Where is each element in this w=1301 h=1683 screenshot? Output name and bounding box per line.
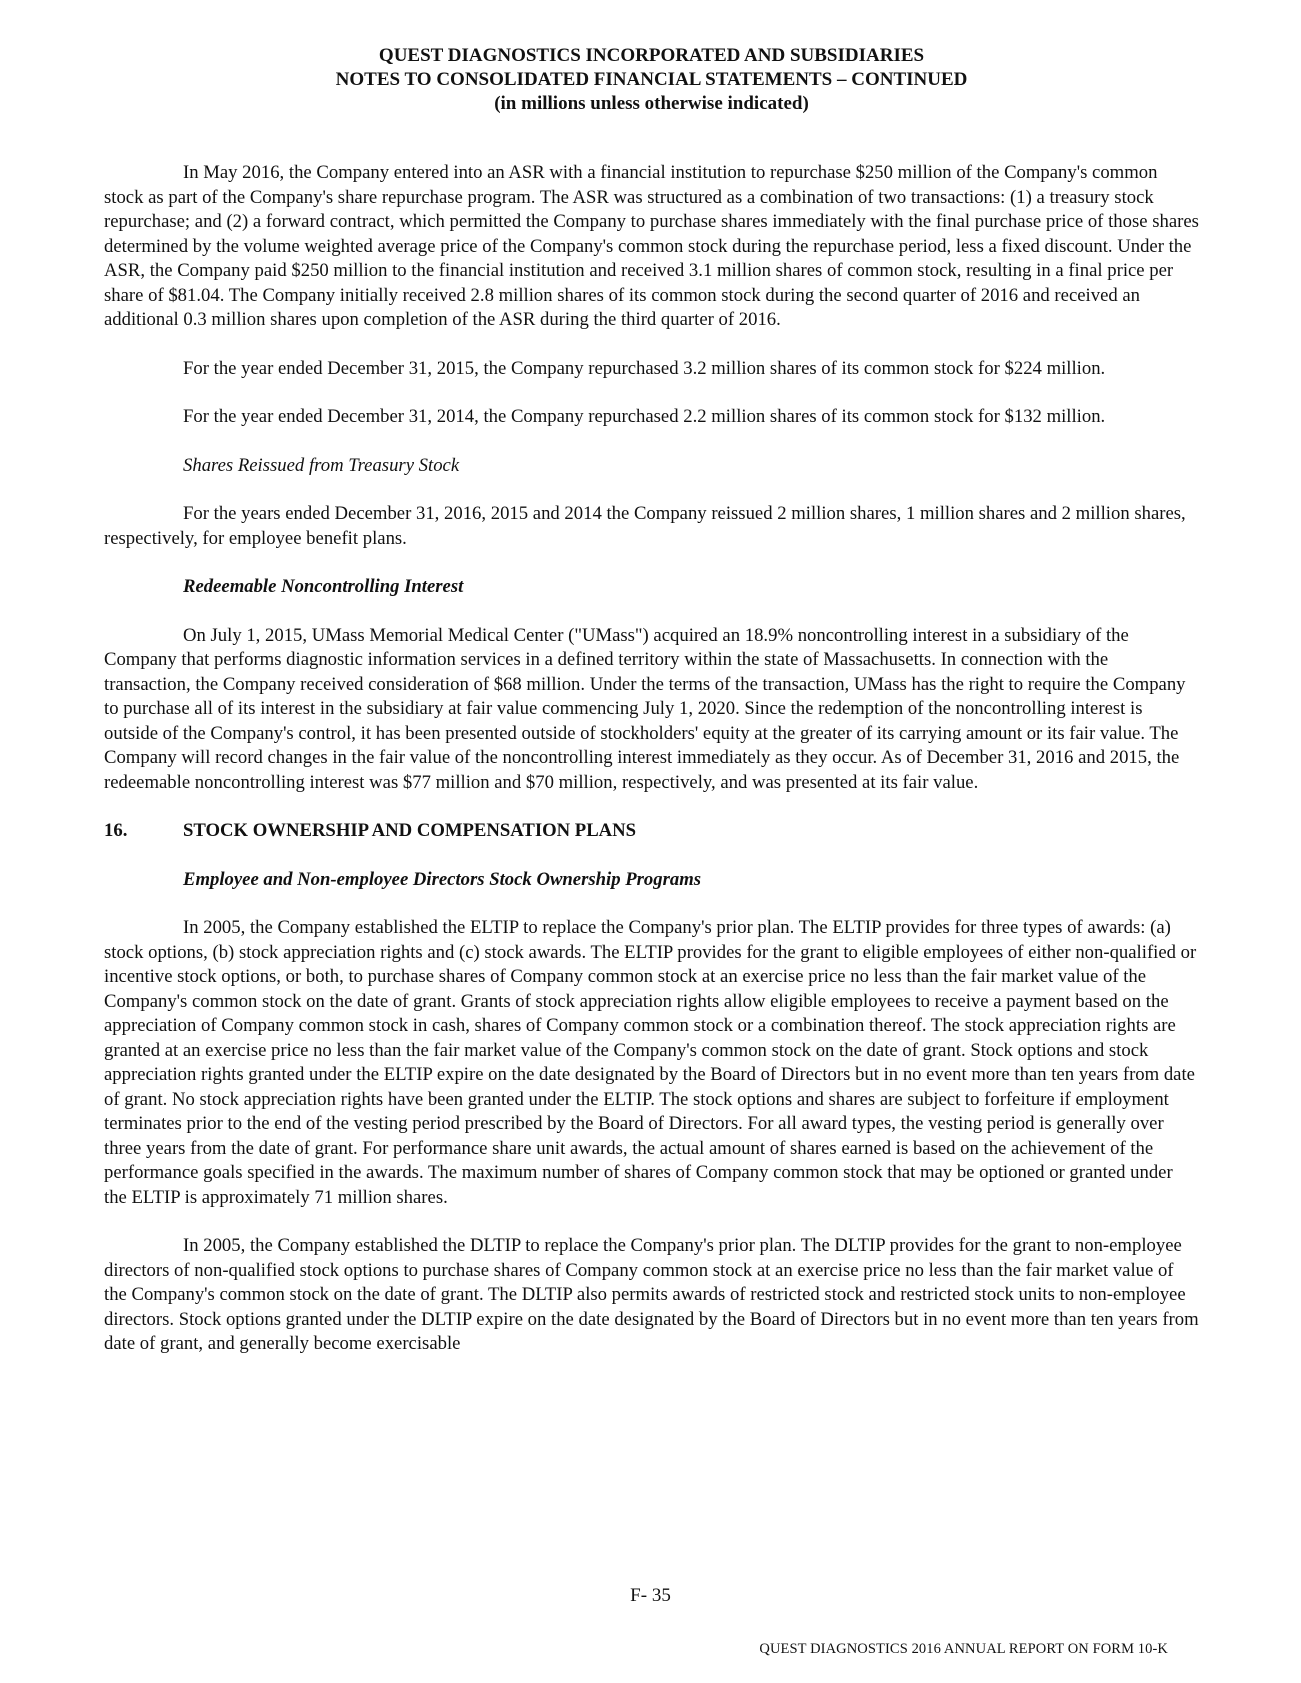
paragraph-redeemable: On July 1, 2015, UMass Memorial Medical Center ("UMass") acquired an 18.9% noncontrolling interest in a subsidiary of the Company that performs diagnostic information services in a defined territory within the state of Massachusetts. In connection with the transaction, the Company received consideration of $68 million. Under the terms of the transaction, UMass has the right to require the Company to purchase all of its interest in the subsidiary at fair value commencing July 1, 2020. Since the redemption of the noncontrolling interest is outside of the Company's control, it has been presented outside of stockholders' equity at the greater of its carrying amount or its fair value. The Company will record changes in the fair value of the noncontrolling interest immediately as they occur. As of December 31, 2016 and 2015, the redeemable noncontrolling interest was $77 million and $70 million, respectively, and was presented at its fair value. (104, 624, 1186, 793)
paragraph-asr: In May 2016, the Company entered into an ASR with a financial institution to repurchase $250 million of the Company's common stock as part of the Company's share repurchase program. The ASR was structured as a combination of two transactions: (1) a treasury stock repurchase; and (2) a forward contract, which permitted the Company to purchase shares immediately with the final purchase price of those shares determined by the volume weighted average price of the Company's common stock during the repurchase period, less a fixed discount. Under the ASR, the Company paid $250 million to the financial institution and received 3.1 million shares of common stock, resulting in a final price per share of $81.04. The Company initially received 2.8 million shares of its common stock during the second quarter of 2016 and received an additional 0.3 million shares upon completion of the ASR during the third quarter of 2016. (104, 162, 1199, 330)
header-units: (in millions unless otherwise indicated) (494, 93, 809, 114)
heading-redeemable-interest: Redeemable Noncontrolling Interest (183, 576, 464, 597)
paragraph-dltip: In 2005, the Company established the DLTIP to replace the Company's prior plan. The DLTIP provides for the grant to non-employee directors of non-qualified stock options to purchase shares of Company common stock at an exercise price no less than the fair market value of the Company's common stock on the date of grant. The DLTIP also permits awards of restricted stock and restricted stock units to non-employee directors. Stock options granted under the DLTIP expire on the date designated by the Board of Directors but in no event more than ten years from date of grant, and generally become exercisable (104, 1235, 1199, 1354)
section-title: STOCK OWNERSHIP AND COMPENSATION PLANS (183, 820, 637, 841)
header-company: QUEST DIAGNOSTICS INCORPORATED AND SUBSIDIARIES (378, 45, 925, 66)
document-page (104, 44, 1199, 1357)
report-title: QUEST DIAGNOSTICS 2016 ANNUAL REPORT ON FORM 10-K (759, 1641, 1168, 1657)
page-number: F- 35 (630, 1585, 671, 1606)
section-number: 16. (104, 820, 128, 841)
page-header (104, 44, 1199, 116)
section-heading (104, 819, 1199, 844)
paragraph-reissued: For the years ended December 31, 2016, 2015 and 2014 the Company reissued 2 million shares, 1 million shares and 2 million shares, respectively, for employee benefit plans. (104, 503, 1186, 549)
heading-shares-reissued: Shares Reissued from Treasury Stock (183, 454, 460, 476)
header-notes-title: NOTES TO CONSOLIDATED FINANCIAL STATEMENTS – CONTINUED (335, 69, 968, 90)
heading-stock-programs: Employee and Non-employee Directors Stock Ownership Programs (183, 868, 702, 890)
paragraph-eltip: In 2005, the Company established the ELTIP to replace the Company's prior plan. The ELTIP provides for three types of awards: (a) stock options, (b) stock appreciation rights and (c) stock awards. The ELTIP provides for the grant to eligible employees of either non-qualified or incentive stock options, or both, to purchase shares of Company common stock at an exercise price no less than the fair market value of the Company's common stock on the date of grant. Grants of stock appreciation rights allow eligible employees to receive a payment based on the appreciation of Company common stock in cash, shares of Company common stock or a combination thereof. The stock appreciation rights are granted at an exercise price no less than the fair market value of the Company's common stock on the date of grant. Stock options and stock appreciation rights granted under the ELTIP expire on the date designated by the Board of Directors but in no event more than ten years from date of grant. No stock appreciation rights have been granted under the ELTIP. The stock options and shares are subject to forfeiture if employment terminates prior to the end of the vesting period prescribed by the Board of Directors. For all award types, the vesting period is generally over three years from the date of grant. For performance share unit awards, the actual amount of shares earned is based on the achievement of the performance goals specified in the awards. The maximum number of shares of Company common stock that may be optioned or granted under the ELTIP is approximately 71 million shares. (104, 917, 1197, 1208)
paragraph-repurchase-2014: For the year ended December 31, 2014, the Company repurchased 2.2 million shares of its common stock for $132 million. (183, 406, 1106, 427)
paragraph-repurchase-2015: For the year ended December 31, 2015, the Company repurchased 3.2 million shares of its common stock for $224 million. (183, 357, 1106, 379)
